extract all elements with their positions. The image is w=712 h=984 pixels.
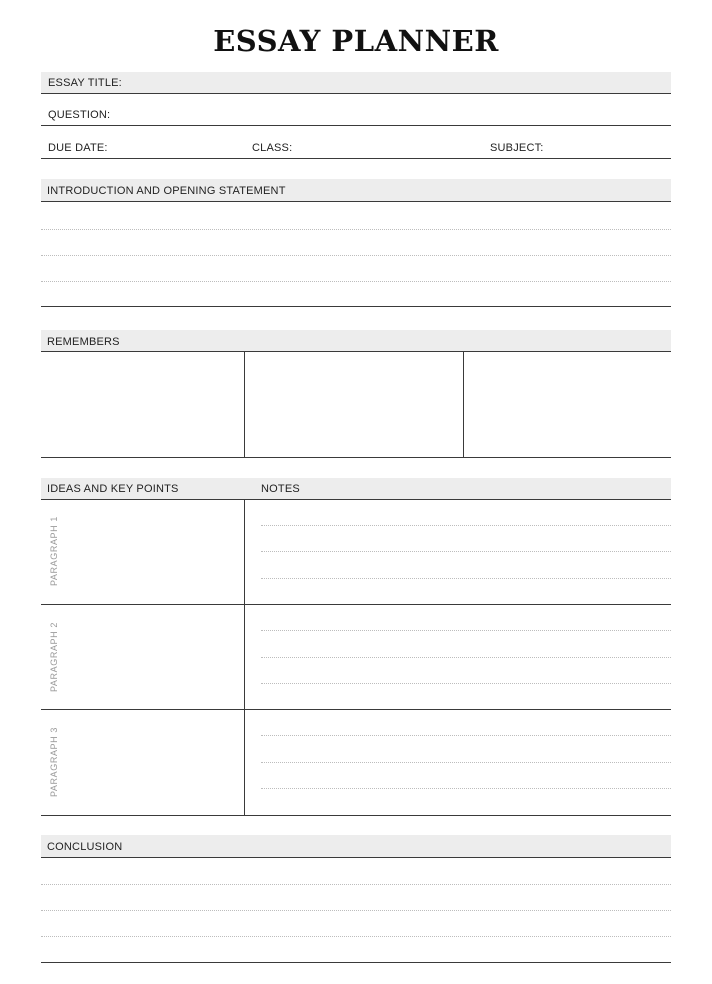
- divider: [41, 158, 671, 159]
- column-divider: [244, 499, 245, 815]
- divider: [41, 306, 671, 307]
- writing-line: [41, 884, 671, 885]
- conclusion-label: CONCLUSION: [47, 841, 123, 853]
- writing-line: [261, 762, 671, 763]
- writing-line: [261, 551, 671, 552]
- paragraph-1-label: PARAGRAPH 1: [49, 516, 59, 586]
- remembers-box-3[interactable]: [464, 352, 671, 456]
- divider: [41, 962, 671, 963]
- class-field[interactable]: [295, 132, 480, 157]
- paragraph-1-notes-area[interactable]: [249, 502, 670, 602]
- essay-title-label: ESSAY TITLE:: [48, 77, 122, 89]
- writing-line: [261, 735, 671, 736]
- subject-field[interactable]: [548, 132, 670, 157]
- conclusion-header: [41, 835, 671, 857]
- remembers-box-1[interactable]: [41, 352, 244, 456]
- introduction-label: INTRODUCTION AND OPENING STATEMENT: [47, 185, 286, 197]
- question-field[interactable]: [115, 100, 670, 125]
- writing-line: [41, 910, 671, 911]
- writing-line: [261, 630, 671, 631]
- column-divider: [244, 351, 245, 457]
- writing-line: [41, 936, 671, 937]
- due-date-field[interactable]: [112, 132, 242, 157]
- due-date-label: DUE DATE:: [48, 142, 108, 154]
- writing-line: [41, 281, 671, 282]
- notes-label: NOTES: [261, 483, 300, 495]
- paragraph-1-ideas-area[interactable]: [62, 502, 240, 602]
- remembers-header: [41, 330, 671, 351]
- column-divider: [463, 351, 464, 457]
- divider: [41, 499, 671, 500]
- writing-line: [41, 229, 671, 230]
- divider: [41, 604, 671, 605]
- writing-line: [41, 255, 671, 256]
- essay-title-field[interactable]: [130, 72, 670, 93]
- paragraph-2-ideas-area[interactable]: [62, 607, 240, 707]
- ideas-label: IDEAS AND KEY POINTS: [47, 483, 179, 495]
- divider: [41, 709, 671, 710]
- question-label: QUESTION:: [48, 109, 111, 121]
- divider: [41, 93, 671, 94]
- divider: [41, 457, 671, 458]
- paragraph-2-label: PARAGRAPH 2: [49, 622, 59, 692]
- writing-line: [261, 525, 671, 526]
- writing-line: [261, 578, 671, 579]
- remembers-box-2[interactable]: [245, 352, 463, 456]
- paragraph-3-label: PARAGRAPH 3: [49, 727, 59, 797]
- remembers-label: REMEMBERS: [47, 336, 120, 348]
- page-title: ESSAY PLANNER: [213, 24, 499, 58]
- divider: [41, 125, 671, 126]
- subject-label: SUBJECT:: [490, 142, 544, 154]
- paragraph-3-ideas-area[interactable]: [62, 712, 240, 812]
- introduction-writing-area[interactable]: [41, 202, 671, 306]
- writing-line: [261, 788, 671, 789]
- writing-line: [261, 683, 671, 684]
- writing-line: [261, 657, 671, 658]
- divider: [41, 815, 671, 816]
- class-label: CLASS:: [252, 142, 293, 154]
